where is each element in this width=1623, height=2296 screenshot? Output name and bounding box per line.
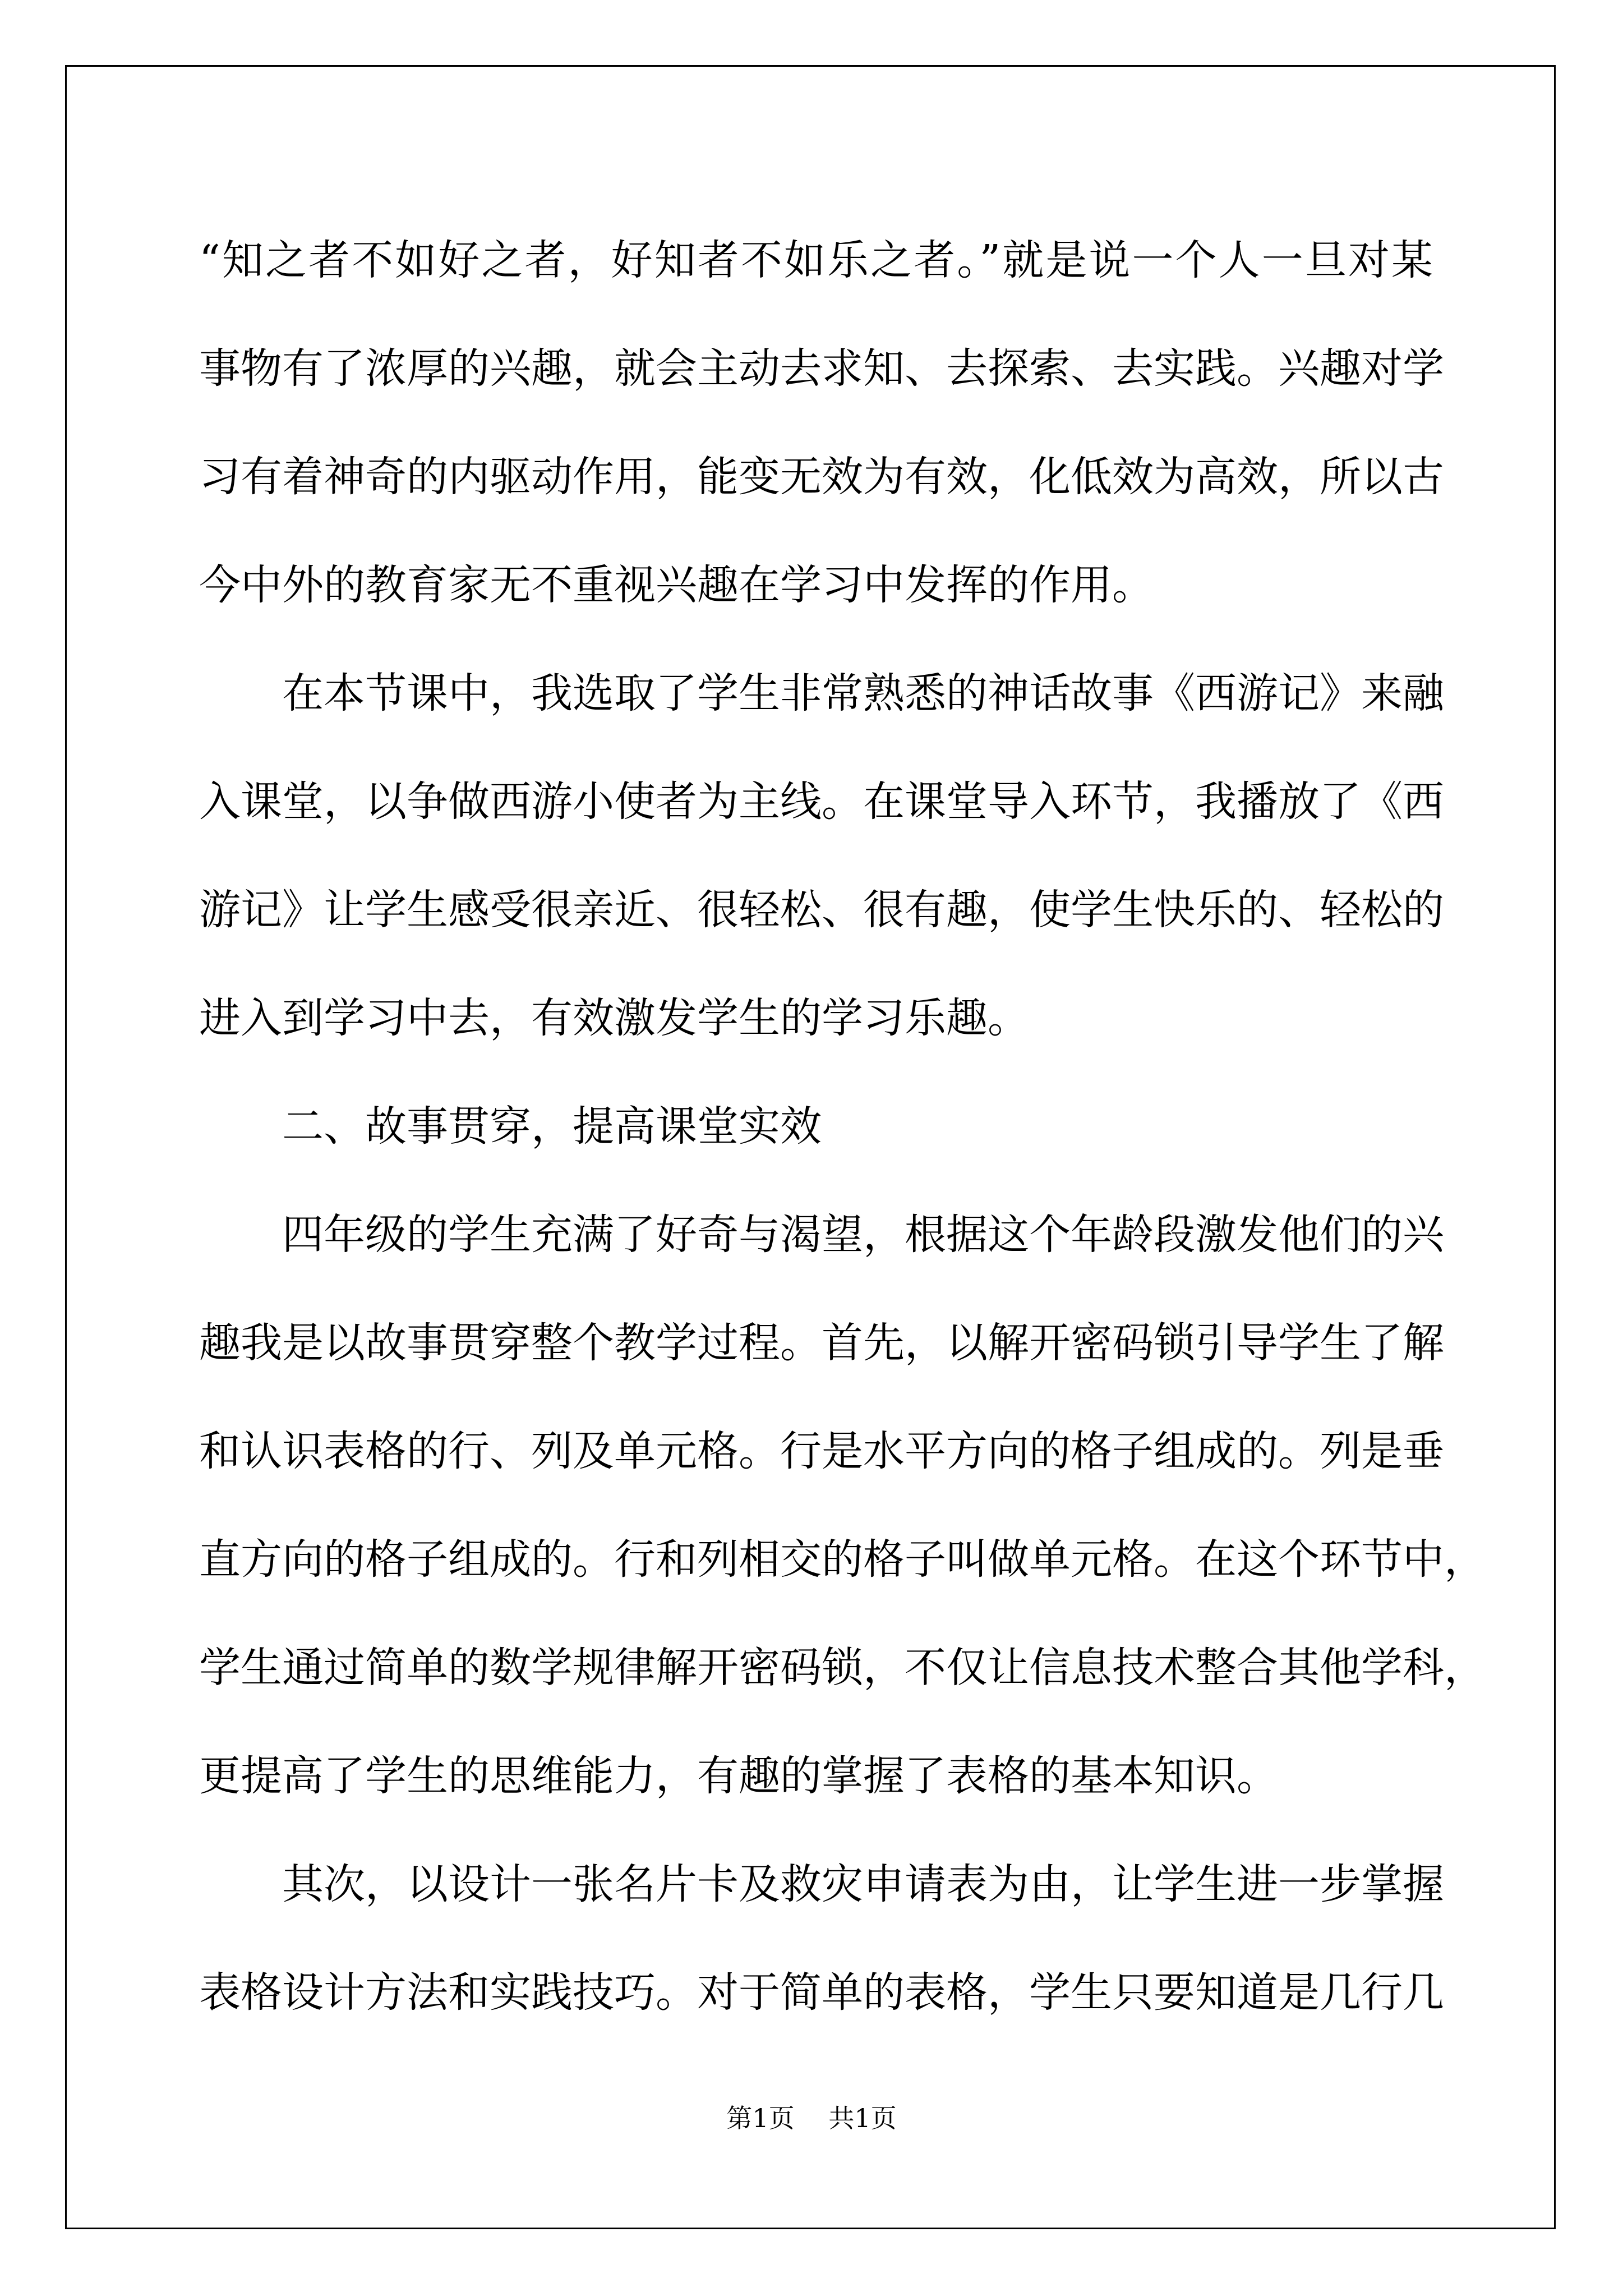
text-line: 事物有了浓厚的兴趣，就会主动去求知、去探索、去实践。兴趣对学 bbox=[199, 344, 1444, 393]
section-heading bbox=[199, 1073, 1433, 1181]
text-line: 今中外的教育家无不重视兴趣在学习中发挥的作用。 bbox=[199, 561, 1154, 609]
text-line: 游记》让学生感受很亲近、很轻松、很有趣，使学生快乐的、轻松的 bbox=[199, 886, 1444, 934]
text-line: 更提高了学生的思维能力，有趣的掌握了表格的基本知识。 bbox=[199, 1752, 1278, 1800]
text-line: 其次，以设计一张名片卡及救灾申请表为由，让学生进一步掌握 bbox=[282, 1860, 1444, 1908]
text-line: 趣我是以故事贯穿整个教学过程。首先，以解开密码锁引导学生了解 bbox=[199, 1319, 1444, 1367]
heading-text: 二、故事贯穿，提高课堂实效 bbox=[282, 1102, 822, 1151]
page-number: 第1页 bbox=[726, 2103, 795, 2133]
paragraph bbox=[199, 1181, 1486, 1830]
text-line: 四年级的学生充满了好奇与渴望，根据这个年龄段激发他们的兴 bbox=[282, 1211, 1444, 1259]
text-line: 直方向的格子组成的。行和列相交的格子叫做单元格。在这个环节中， bbox=[199, 1535, 1486, 1584]
document-body bbox=[199, 206, 1486, 2047]
paragraph bbox=[199, 639, 1444, 1073]
page-footer bbox=[0, 2098, 1623, 2135]
text-line: 表格设计方法和实践技巧。对于简单的表格，学生只要知道是几行几 bbox=[199, 1968, 1444, 2017]
paragraph bbox=[199, 1830, 1444, 2047]
text-line: 入课堂，以争做西游小使者为主线。在课堂导入环节，我播放了《西 bbox=[199, 777, 1444, 826]
paragraph bbox=[199, 206, 1444, 639]
text-line: 和认识表格的行、列及单元格。行是水平方向的格子组成的。列是垂 bbox=[199, 1427, 1444, 1475]
text-line: 在本节课中，我选取了学生非常熟悉的神话故事《西游记》来融 bbox=[282, 669, 1444, 717]
page-total: 共1页 bbox=[828, 2103, 897, 2133]
text-line: 习有着神奇的内驱动作用，能变无效为有效，化低效为高效，所以古 bbox=[199, 453, 1444, 501]
text-line: 进入到学习中去，有效激发学生的学习乐趣。 bbox=[199, 994, 1029, 1042]
text-line: 学生通过简单的数学规律解开密码锁，不仅让信息技术整合其他学科， bbox=[199, 1644, 1486, 1692]
text-line: “知之者不如好之者，好知者不如乐之者。”就是说一个人一旦对某 bbox=[199, 236, 1433, 284]
